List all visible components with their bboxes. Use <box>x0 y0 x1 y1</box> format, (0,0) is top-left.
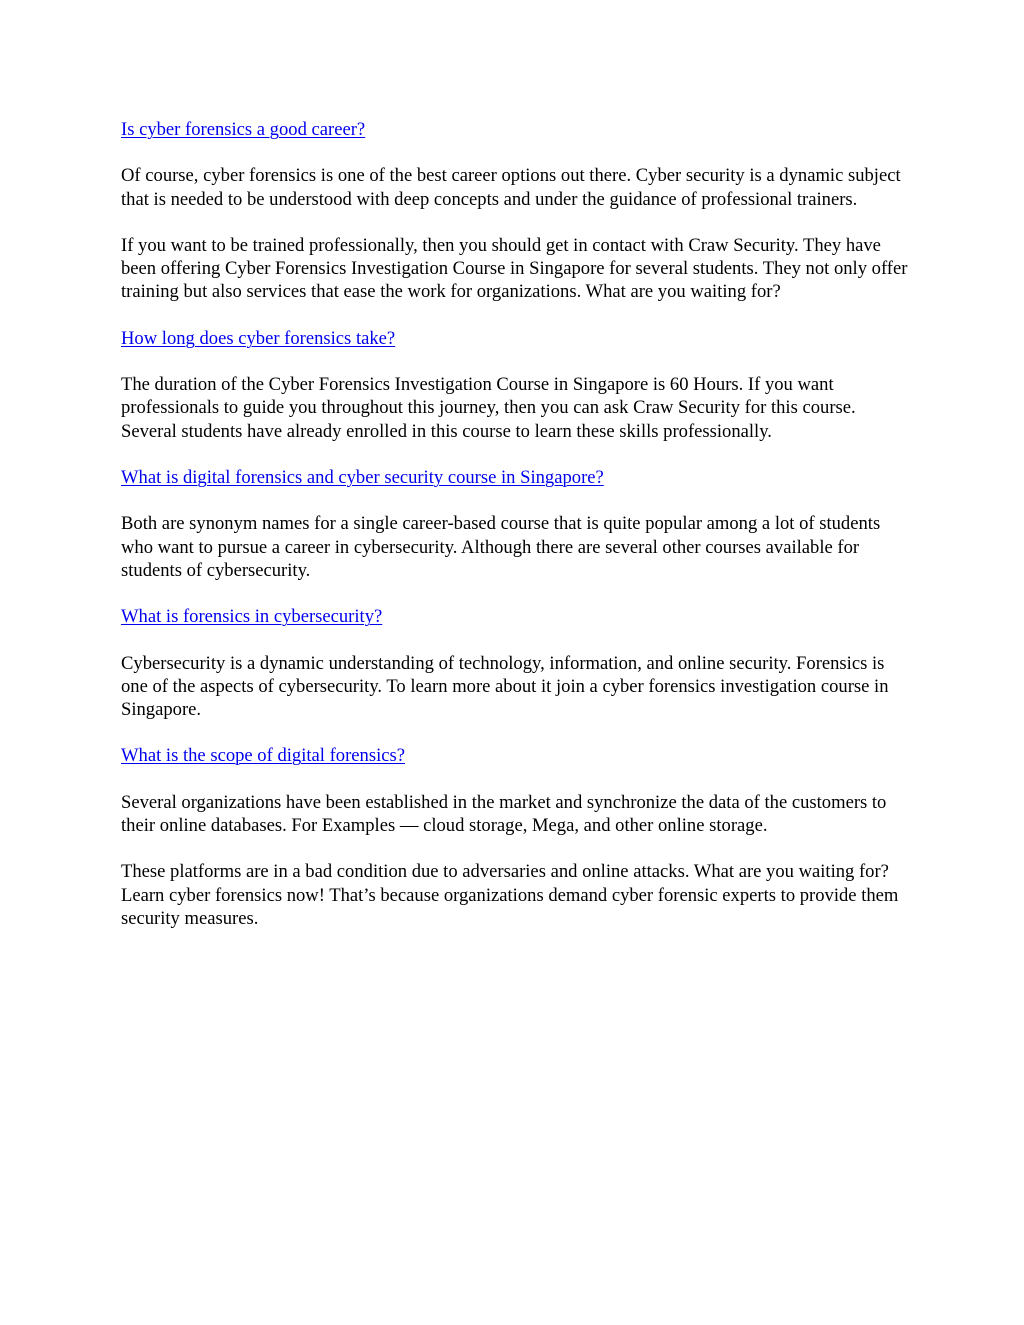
faq-link-career[interactable]: Is cyber forensics a good career? <box>121 119 366 140</box>
paragraph: These platforms are in a bad condition due to adversaries and online attacks. What are you waiting for? Learn cyber forensics now! That’s because organizations demand cyber forensic experts to provide them security measures. <box>121 861 899 929</box>
faq-link-scope[interactable]: What is the scope of digital forensics? <box>121 745 405 767</box>
paragraph: Both are synonym names for a single career-based course that is quite popular among a lot of students who want to pursue a career in cybersecurity. Although there are several other courses available for students of cybersecurity. <box>121 513 881 581</box>
faq-heading-scope <box>121 744 911 767</box>
faq-heading-career <box>121 118 911 141</box>
paragraph: Of course, cyber forensics is one of the best career options out there. Cyber security is a dynamic subject that is needed to be understood with deep concepts and under the guidance of professional trainers. <box>121 165 901 210</box>
faq-link-course[interactable]: What is digital forensics and cyber security course in Singapore? <box>121 466 604 488</box>
faq-heading-forensics <box>121 605 911 628</box>
faq-link-duration[interactable]: How long does cyber forensics take? <box>121 327 396 349</box>
document-page <box>121 118 911 953</box>
paragraph: If you want to be trained professionally, then you should get in contact with Craw Security. They have been offering Cyber Forensics Investigation Course in Singapore for several students. They not only offer training but also services that ease the work for organizations. What are you waiting for? <box>121 234 908 303</box>
paragraph: Several organizations have been established in the market and synchronize the data of the customers to their online databases. For Examples — cloud storage, Mega, and other online storage. <box>121 791 887 836</box>
paragraph: Cybersecurity is a dynamic understanding of technology, information, and online security. Forensics is one of the aspects of cybersecurity. To learn more about it join a cyber forensics investigation course in Singapore. <box>121 652 889 720</box>
faq-heading-duration <box>121 327 911 350</box>
paragraph: The duration of the Cyber Forensics Investigation Course in Singapore is 60 Hours. If you want professionals to guide you throughout this journey, then you can ask Craw Security for this course. Several students have already enrolled in this course to learn these skills professionally. <box>121 374 856 442</box>
faq-heading-course <box>121 466 911 489</box>
faq-link-forensics[interactable]: What is forensics in cybersecurity? <box>121 606 383 628</box>
